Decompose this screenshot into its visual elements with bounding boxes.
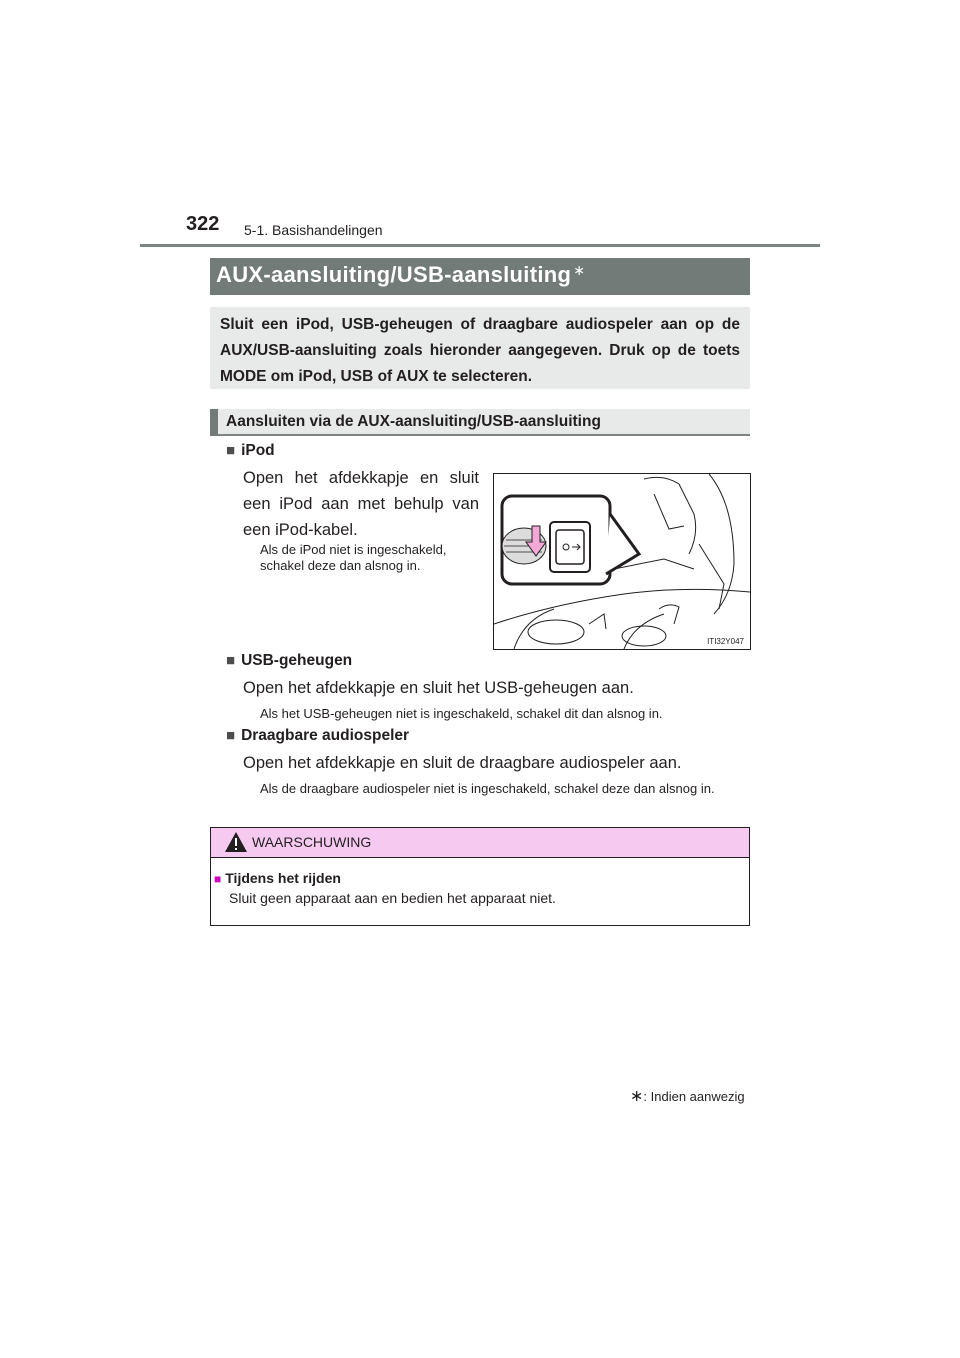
- warning-triangle-icon: [224, 831, 248, 853]
- warning-subtitle-label: Tijdens het rijden: [225, 870, 341, 886]
- page-title: [216, 262, 585, 288]
- availability-marker: ∗: [573, 262, 586, 278]
- item-body-ipod: Open het afdekkapje en sluit een iPod aan met behulp van een iPod-kabel.: [243, 469, 479, 539]
- console-illustration: [493, 473, 751, 650]
- item-heading-ipod: [226, 442, 275, 460]
- intro-text: Sluit een iPod, USB-geheugen of draagbare audiospeler aan op de AUX/USB-aansluiting zoals hieronder aangegeven. Druk op de toets MODE om iPod, USB of AUX te selecteren.: [220, 316, 740, 385]
- zoom-callout: [502, 496, 639, 584]
- item-note-ipod: Als de iPod niet is ingeschakeld, schakel deze dan alsnog in.: [260, 542, 447, 573]
- bullet-square-icon: ■: [226, 652, 236, 669]
- bullet-square-icon: ■: [226, 442, 236, 459]
- console-drawing: [494, 474, 750, 649]
- item-heading-usb: [226, 652, 352, 670]
- footnote: [630, 1086, 745, 1106]
- bullet-square-icon: ■: [214, 872, 222, 886]
- footnote-text: : Indien aanwezig: [643, 1089, 745, 1104]
- warning-title: WAARSCHUWING: [252, 834, 372, 850]
- item-body-usb: Open het afdekkapje en sluit het USB-geheugen aan.: [243, 679, 634, 697]
- title-label: AUX-aansluiting/USB-aansluiting: [216, 262, 572, 287]
- warning-subtitle: [214, 870, 341, 886]
- page-number: 322: [186, 213, 220, 235]
- subsection-heading: Aansluiten via de AUX-aansluiting/USB-aansluiting: [226, 413, 601, 430]
- item-title: Draagbare audiospeler: [241, 727, 410, 744]
- bullet-square-icon: ■: [226, 727, 236, 744]
- header-rule: [140, 244, 820, 247]
- figure-code: ITI32Y047: [707, 637, 744, 646]
- item-note-audio: Als de draagbare audiospeler niet is ingeschakeld, schakel deze dan alsnog in.: [260, 781, 715, 796]
- item-heading-audio: [226, 727, 409, 745]
- item-body-audio: Open het afdekkapje en sluit de draagbare audiospeler aan.: [243, 754, 682, 772]
- warning-body: Sluit geen apparaat aan en bedien het apparaat niet.: [229, 890, 556, 906]
- subsection-marker: [210, 409, 218, 436]
- section-title: 5-1. Basishandelingen: [244, 222, 383, 238]
- footnote-marker: ∗: [630, 1088, 644, 1105]
- item-note-usb: Als het USB-geheugen niet is ingeschakeld, schakel dit dan alsnog in.: [260, 706, 663, 721]
- item-title: iPod: [241, 442, 275, 459]
- item-title: USB-geheugen: [241, 652, 353, 669]
